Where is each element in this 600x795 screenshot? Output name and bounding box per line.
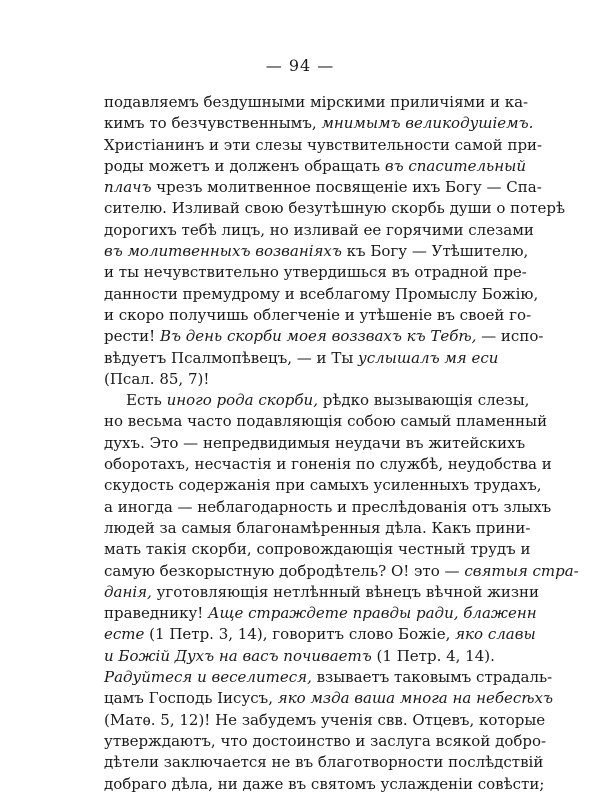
text-line (104, 113, 534, 134)
text-line (104, 326, 544, 347)
text-segment: взываетъ таковымъ страдаль- (311, 668, 553, 687)
italic-segment: въ молитвенныхъ возваніяхъ (104, 242, 342, 261)
text-line (104, 369, 476, 390)
text-segment: уготовляющія нетлѣнный вѣнецъ вѣчной жизни (151, 582, 540, 601)
italic-segment: и Божій Духъ на васъ почиваетъ (104, 646, 372, 665)
text-segment: и ты нечувствительно утвердишься въ отрадной пре- (104, 263, 527, 282)
text-line (104, 475, 542, 496)
text-line (104, 497, 552, 518)
text-line (104, 262, 527, 283)
text-segment: людей за самыя благонамѣренныя дѣла. Какъ прини- (104, 518, 531, 537)
italic-segment: Въ день скорби моея воззвахъ къ Тебѣ, (159, 327, 477, 346)
text-line (104, 284, 539, 305)
text-segment: (Матѳ. 5, 12)! Не забудемъ ученія свв. Отцевъ, которые (104, 710, 546, 729)
text-line (104, 646, 495, 667)
text-segment: (Псал. 85, 7)! (104, 369, 210, 388)
text-line (104, 688, 553, 709)
text-segment: роды можетъ и долженъ обращать (104, 156, 385, 175)
text-line (104, 241, 529, 262)
text-segment: и скоро получишь облегченіе и утѣшеніе въ своей го- (104, 305, 532, 324)
text-line (104, 667, 553, 688)
page-number: — 94 — (265, 56, 335, 75)
text-segment: вѣдуетъ Псалмопѣвецъ, — и Ты (104, 348, 359, 367)
text-segment: — испо- (476, 327, 544, 346)
text-segment: дѣтели заключается не въ благотворности послѣдствій (104, 753, 544, 772)
text-line (104, 220, 534, 241)
italic-segment: иного рода скорби, (166, 391, 318, 410)
text-line (104, 348, 499, 369)
text-segment: рести! (104, 327, 160, 346)
italic-segment: Радуйтеся и веселитеся, (104, 668, 312, 687)
italic-segment: святыя стра- (464, 561, 579, 580)
body-text (104, 92, 579, 795)
text-line (104, 752, 544, 773)
italic-segment: есте (104, 625, 145, 644)
text-line (104, 518, 531, 539)
text-segment: къ Богу — Утѣшителю, (341, 242, 529, 261)
text-segment: подавляемъ бездушными мірскими приличіями и ка- (104, 93, 529, 111)
text-line (104, 433, 526, 454)
text-line (104, 454, 552, 475)
italic-segment: мнимымъ великодушіемъ. (321, 114, 534, 133)
text-line (104, 774, 545, 795)
text-segment: а иногда — неблагодарность и преслѣдованія отъ злыхъ (104, 497, 552, 516)
text-segment: оборотахъ, несчастія и гоненія по службѣ, неудобства и (104, 455, 552, 474)
text-segment: рѣдко вызывающія слезы, (317, 391, 530, 410)
text-line (104, 603, 537, 624)
text-segment: праведнику! (104, 604, 209, 623)
text-line (104, 411, 548, 432)
text-segment: дорогихъ тебѣ лицъ, но изливай ее горячими слезами (104, 220, 534, 239)
text-segment: но весьма часто подавляющія собою самый пламенный (104, 412, 548, 431)
text-line (104, 156, 526, 177)
text-segment: данности премудрому и всеблагому Промыслу Божію, (104, 284, 539, 303)
text-segment: (1 Петр. 4, 14). (371, 646, 495, 665)
italic-segment: услышалъ мя еси (358, 348, 499, 367)
text-segment: скудость содержанія при самыхъ усиленныхъ трудахъ, (104, 476, 542, 495)
text-segment: мать такія скорби, сопровождающія честный трудъ и (104, 540, 531, 559)
text-segment: духъ. Это — непредвидимыя неудачи въ житейскихъ (104, 433, 526, 452)
text-line (104, 539, 531, 560)
text-segment: самую безкорыстную добродѣтель? О! это — (104, 561, 465, 580)
text-line (104, 177, 542, 198)
text-line (104, 624, 536, 645)
text-segment: (1 Петр. 3, 14), говоритъ слово Божіе, (144, 625, 456, 644)
italic-segment: данія, (104, 582, 152, 601)
text-segment: Есть (126, 391, 167, 410)
text-line (104, 92, 529, 113)
italic-segment: яко мзда ваша многа на небесѣхъ (277, 689, 553, 708)
italic-segment: яко славы (455, 625, 536, 644)
italic-segment: Аще страждете правды ради, блаженн (208, 604, 537, 623)
text-segment: сителю. Изливай свою безутѣшную скорбь души о потерѣ (104, 199, 565, 218)
text-line (104, 582, 540, 603)
text-line (104, 561, 579, 582)
italic-segment: въ спасительный (384, 156, 526, 175)
text-line (104, 710, 546, 731)
text-segment: чрезъ молитвенное посвященіе ихъ Богу — Спа- (151, 178, 542, 197)
text-segment: цамъ Господь Іисусъ, (104, 689, 278, 708)
text-line (104, 198, 565, 219)
text-segment: Христіанинъ и эти слезы чувствительности самой при- (104, 135, 543, 154)
text-line (104, 390, 530, 411)
text-segment: добраго дѣла, ни даже въ святомъ услажденіи совѣсти; (104, 774, 545, 793)
text-segment: утверждаютъ, что достоинство и заслуга всякой добро- (104, 731, 547, 750)
text-line (104, 731, 547, 752)
text-line (104, 135, 543, 156)
text-segment: кимъ то безчувственнымъ, (104, 114, 322, 133)
italic-segment: плачъ (104, 178, 152, 197)
text-line (104, 305, 532, 326)
